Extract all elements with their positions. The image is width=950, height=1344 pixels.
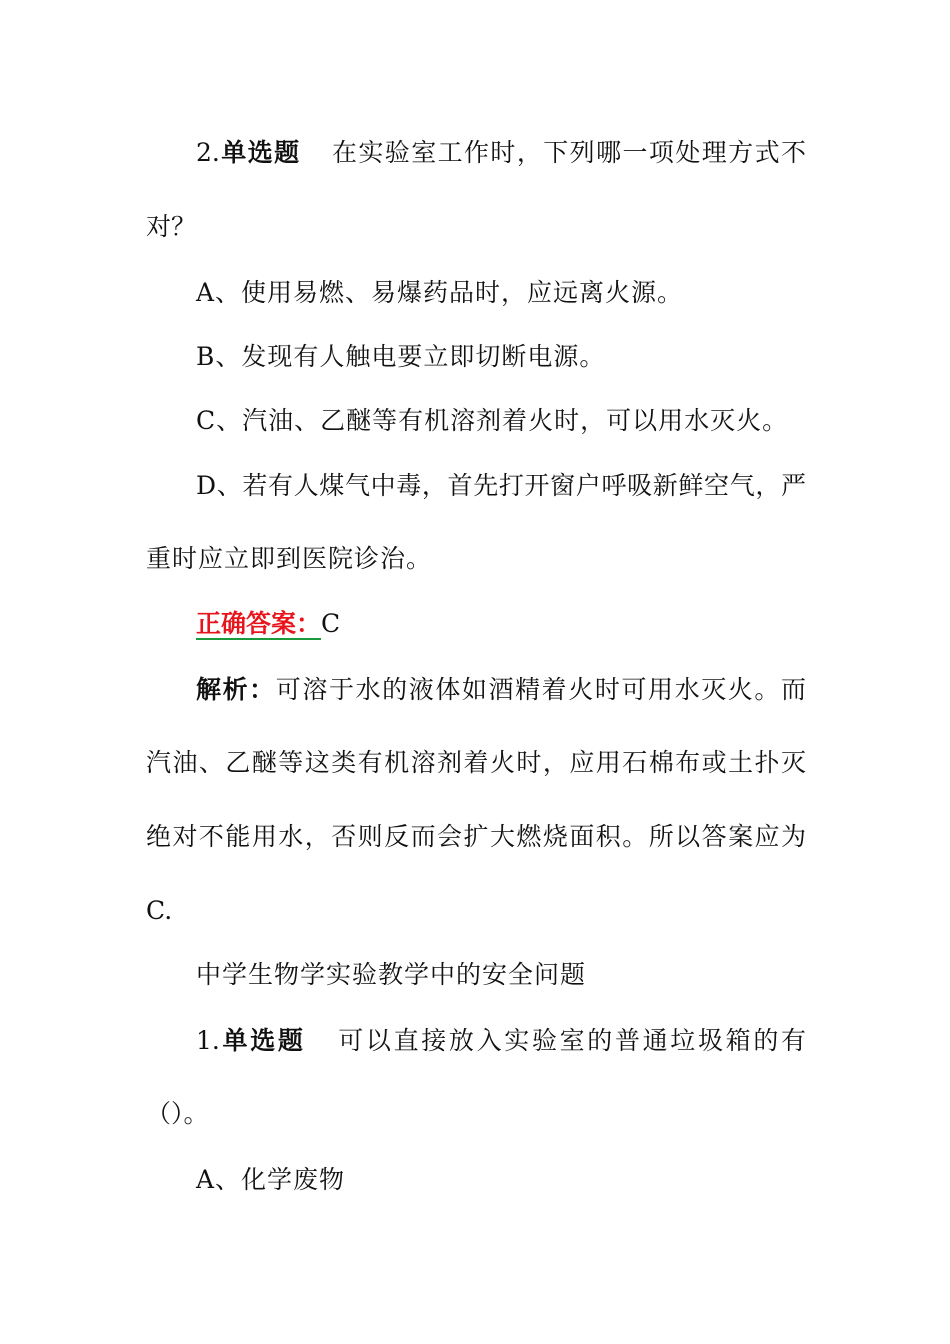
q1-stem-line1: [196, 1024, 806, 1058]
q2-option-b: B、发现有人触电要立即切断电源。: [196, 342, 606, 371]
q2-answer: [196, 607, 806, 641]
analysis-text: 可溶于水的液体如酒精着火时可用水灭火。而: [275, 675, 806, 704]
q2-option-d-line1: D、若有人煤气中毒，首先打开窗户呼吸新鲜空气，严: [196, 471, 806, 500]
q1-type-label: 单选题: [219, 1026, 306, 1055]
q2-type-label: 单选题: [219, 138, 301, 167]
q2-analysis-line4: C.: [146, 896, 173, 925]
q2-analysis-line1: [196, 673, 806, 707]
q2-stem-text: 在实验室工作时，下列哪一项处理方式不: [330, 138, 806, 167]
q2-number: 2.: [196, 138, 220, 167]
q2-option-c: C、汽油、乙醚等有机溶剂着火时，可以用水灭火。: [196, 406, 789, 435]
q2-analysis-line2: 汽油、乙醚等这类有机溶剂着火时，应用石棉布或土扑灭: [146, 748, 806, 777]
analysis-label: 解析：: [196, 675, 276, 704]
q2-stem-line2: 对？: [146, 212, 197, 241]
section-title: 中学生物学实验教学中的安全问题: [196, 960, 587, 989]
q2-option-d-line2: 重时应立即到医院诊治。: [146, 544, 433, 573]
q1-stem-text: 可以直接放入实验室的普通垃圾箱的有: [335, 1026, 806, 1055]
q1-stem-line2: （）。: [146, 1099, 209, 1128]
q1-number: 1.: [196, 1026, 220, 1055]
q2-option-a: A、使用易燃、易爆药品时，应远离火源。: [196, 278, 684, 307]
q2-stem-line1: [196, 136, 806, 170]
answer-label: 正确答案：: [196, 609, 322, 638]
q2-analysis-line3: 绝对不能用水，否则反而会扩大燃烧面积。所以答案应为: [146, 822, 806, 851]
q1-option-a: A、化学废物: [196, 1165, 346, 1194]
answer-value: C: [321, 609, 341, 638]
